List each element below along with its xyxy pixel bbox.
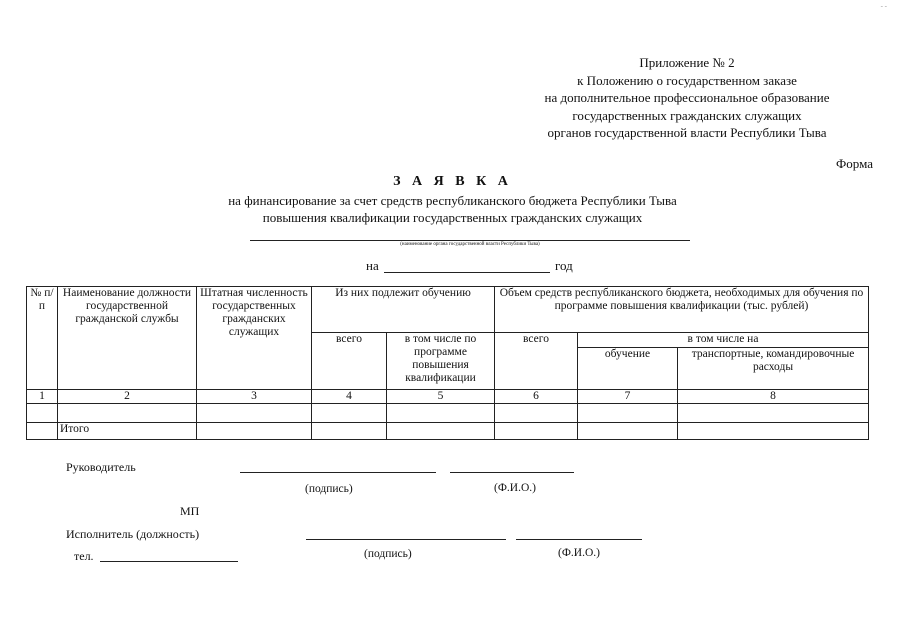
- document-title: З А Я В К А: [393, 174, 512, 189]
- column-number: 7: [578, 390, 678, 404]
- head-name-line: [450, 472, 574, 473]
- stamp-label: МП: [180, 504, 200, 518]
- table-cell: [197, 423, 312, 440]
- header-position: Наименование должности государственной гражданской службы: [58, 287, 197, 390]
- table-cell: [197, 404, 312, 423]
- form-label: Форма: [836, 156, 873, 171]
- header-budget: Объем средств республиканского бюджета, необходимых для обучения по программе повышения квалификации (тыс. рублей): [495, 287, 869, 333]
- table-cell: [58, 404, 197, 423]
- corner-mark: - -: [880, 2, 887, 10]
- head-label: Руководитель: [66, 460, 136, 474]
- table-cell: [495, 423, 578, 440]
- table-cell: [387, 404, 495, 423]
- column-number: 5: [387, 390, 495, 404]
- table-cell: [312, 423, 387, 440]
- approval-block: [507, 54, 867, 142]
- executor-name-line: [516, 539, 642, 540]
- table-cell: [27, 423, 58, 440]
- table-cell: [678, 404, 869, 423]
- executor-signature-line: [306, 539, 506, 540]
- header-number: № п/п: [27, 287, 58, 390]
- header-budget-total: всего: [495, 333, 578, 390]
- table-cell: [578, 423, 678, 440]
- approval-line: органов государственной власти Республики Тыва: [547, 125, 827, 140]
- table-row: [27, 404, 869, 423]
- approval-line: к Положению о государственном заказе: [577, 72, 797, 88]
- document-subtitle: повышения квалификации государственных гражданских служащих: [262, 210, 643, 225]
- phone-label: тел.: [74, 549, 94, 563]
- approval-line: Приложение № 2: [639, 55, 735, 70]
- approval-line: государственных гражданских служащих: [572, 107, 802, 123]
- head-signature-caption: (подпись): [305, 483, 353, 495]
- column-number: 3: [197, 390, 312, 404]
- executor-signature-caption: (подпись): [364, 548, 412, 560]
- table-cell: [312, 404, 387, 423]
- year-line: [384, 272, 550, 273]
- header-staff: Штатная численность государственных гражданских служащих: [197, 287, 312, 390]
- column-number: 6: [495, 390, 578, 404]
- column-number: 8: [678, 390, 869, 404]
- executor-label: Исполнитель (должность): [66, 527, 200, 541]
- header-education: обучение: [578, 348, 678, 390]
- phone-line: [100, 561, 238, 562]
- org-name-caption: (наименование органа государственной власти Республики Тыва): [400, 242, 540, 247]
- approval-line: на дополнительное профессиональное образование: [544, 90, 830, 105]
- financing-table: [26, 286, 869, 440]
- head-signature-line: [240, 472, 436, 473]
- header-transport: транспортные, командировочные расходы: [678, 348, 869, 390]
- header-trained-program: в том числе по программе повышения квалификации: [387, 333, 495, 390]
- year-prefix: на: [366, 258, 379, 273]
- column-number: 1: [27, 390, 58, 404]
- header-including: в том числе на: [578, 333, 869, 348]
- org-name-line: [250, 240, 690, 241]
- table-cell: [678, 423, 869, 440]
- table-cell: [387, 423, 495, 440]
- executor-name-caption: (Ф.И.О.): [558, 547, 600, 559]
- document-subtitle: на финансирование за счет средств республиканского бюджета Республики Тыва: [228, 193, 677, 208]
- table-cell: [27, 404, 58, 423]
- head-name-caption: (Ф.И.О.): [494, 482, 536, 494]
- year-suffix: год: [555, 258, 573, 273]
- header-training: Из них подлежит обучению: [312, 287, 495, 333]
- total-label: Итого: [58, 423, 197, 440]
- column-number: 4: [312, 390, 387, 404]
- table-cell: [578, 404, 678, 423]
- header-trained-total: всего: [312, 333, 387, 390]
- table-cell: [495, 404, 578, 423]
- total-row: [27, 423, 869, 440]
- column-number: 2: [58, 390, 197, 404]
